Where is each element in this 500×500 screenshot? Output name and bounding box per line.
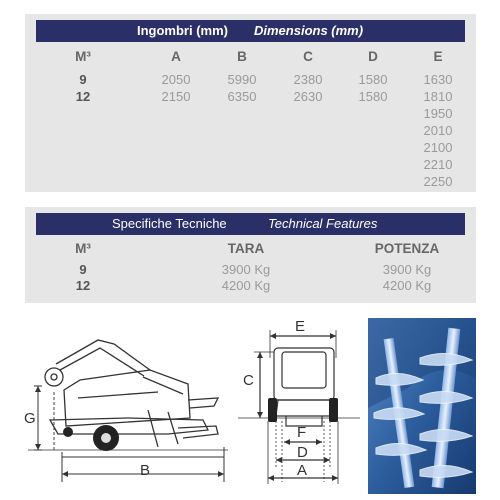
front-label-a: A (297, 462, 308, 479)
dim-extra-e-3: 2100 (423, 140, 453, 155)
dimensions-title-en: Dimensions (mm) (254, 23, 364, 38)
dim-row1-m3: 9 (79, 72, 87, 87)
dim-col-d: D (368, 49, 378, 64)
spec-row1-potenza: 3900 Kg (382, 262, 432, 277)
spec-row1-tara: 3900 Kg (221, 262, 271, 277)
dim-row1-d: 1580 (358, 72, 388, 87)
spec-col-potenza: POTENZA (374, 241, 440, 256)
dim-row2-d: 1580 (358, 89, 388, 104)
dim-extra-e-1: 1950 (423, 106, 453, 121)
dim-col-c: C (303, 49, 313, 64)
front-label-f: F (297, 424, 307, 441)
dim-row2-c: 2630 (293, 89, 323, 104)
dim-col-a: A (171, 49, 181, 64)
auger-photo (368, 318, 476, 494)
specs-header (36, 213, 465, 235)
dim-col-m3: M³ (75, 49, 91, 64)
dim-extra-e-5: 2250 (423, 174, 453, 189)
dim-extra-e-4: 2210 (423, 157, 453, 172)
specs-title-it: Specifiche Tecniche (112, 216, 227, 231)
dim-row2-e: 1810 (423, 89, 453, 104)
dim-row1-c: 2380 (293, 72, 323, 87)
side-label-b: B (140, 462, 151, 479)
dim-row2-m3: 12 (75, 89, 91, 104)
dim-row2-b: 6350 (227, 89, 257, 104)
dim-extra-e-2: 2010 (423, 123, 453, 138)
specs-title-en: Technical Features (268, 216, 378, 231)
dim-row1-b: 5990 (227, 72, 257, 87)
dim-row1-e: 1630 (423, 72, 453, 87)
dim-row2-a: 2150 (161, 89, 191, 104)
spec-row2-m3: 12 (75, 278, 91, 293)
spec-col-tara: TARA (227, 241, 265, 256)
front-label-e: E (295, 318, 306, 335)
spec-row1-m3: 9 (79, 262, 87, 277)
side-label-g: G (24, 410, 36, 427)
dim-col-b: B (237, 49, 247, 64)
dimensions-title-it: Ingombri (mm) (137, 23, 228, 38)
spec-row2-tara: 4200 Kg (221, 278, 271, 293)
front-label-c: C (243, 372, 254, 389)
spec-col-m3: M³ (75, 241, 91, 256)
dimensions-header (36, 20, 465, 42)
dim-row1-a: 2050 (161, 72, 191, 87)
front-label-d: D (297, 444, 308, 461)
spec-row2-potenza: 4200 Kg (382, 278, 432, 293)
dim-col-e: E (433, 49, 443, 64)
side-view-drawing (18, 322, 238, 487)
